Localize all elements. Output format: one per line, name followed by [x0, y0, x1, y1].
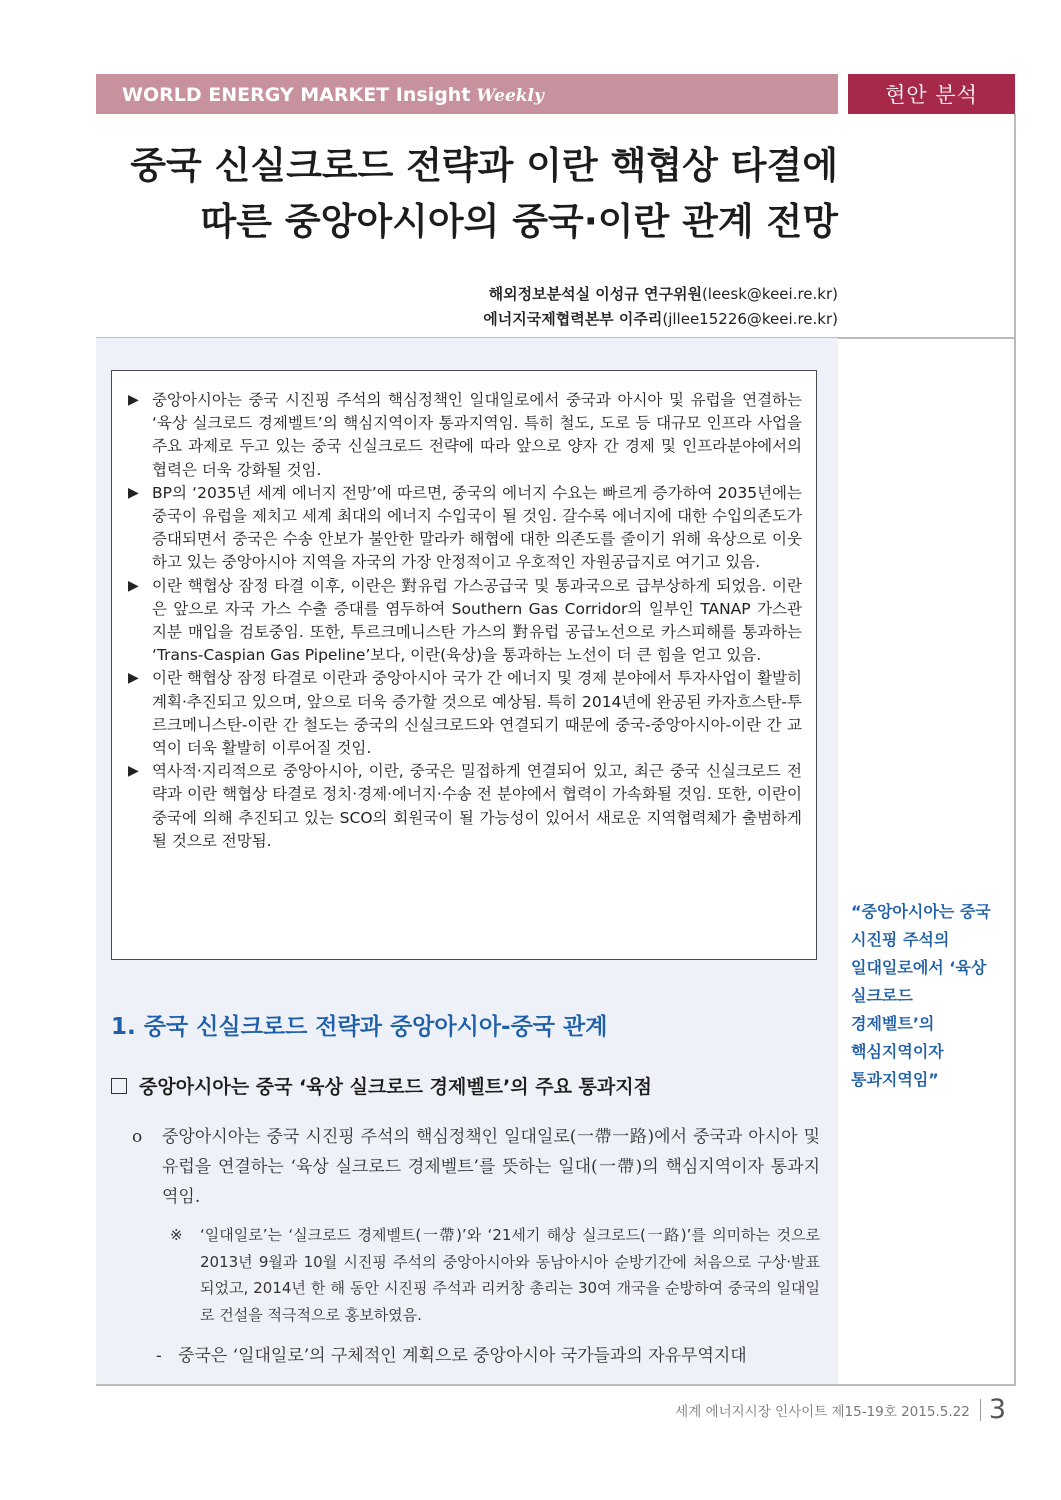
content-bottom-rule: [96, 1384, 1016, 1386]
footer-separator: [980, 1399, 981, 1421]
pull-quote-line: 경제벨트’의: [851, 1014, 935, 1033]
page-footer: [560, 1394, 1006, 1425]
right-column-rule: [1014, 114, 1016, 1386]
pull-quote-line: 핵심지역이자: [851, 1042, 944, 1061]
summary-item: [128, 482, 802, 575]
title-line-1: 중국 신실크로드 전략과 이란 핵협상 타결에: [130, 144, 838, 187]
summary-text: 이란 핵협상 잠정 타결 이후, 이란은 對유럽 가스공급국 및 통과국으로 급부상하게 되었음. 이란은 앞으로 자국 가스 수출 증대를 염두하여 Southern Gas Corridor의 일부인 TANAP 가스관 지분 매입을 검토중임. 또한, 투르크메니스탄 가스의 對유럽 공급노선으로 카스피해를 통과하는 ‘Trans-Caspian Gas Pipeline’보다, 이란(육상)을 통과하는 노선이 더 큰 힘을 얻고 있음.: [152, 576, 802, 665]
subsection-heading: [111, 1072, 652, 1099]
author-1-email: (leesk@keei.re.kr): [701, 285, 838, 303]
brand-name: WORLD ENERGY MARKET Insight: [122, 84, 471, 106]
author-2-email: (jllee15226@keei.re.kr): [662, 310, 838, 328]
summary-item: [128, 389, 802, 482]
author-1: [400, 282, 838, 307]
author-1-name: 해외정보분석실 이성규 연구위원: [488, 285, 702, 303]
checkbox-square-icon: [111, 1078, 127, 1094]
section-tag: 현안 분석: [848, 74, 1015, 114]
summary-item: [128, 760, 802, 853]
circle-bullet-icon: o: [132, 1127, 143, 1147]
summary-item: [128, 667, 802, 760]
triangle-right-icon: ▶: [128, 670, 139, 687]
pull-quote-line: “중앙아시아는 중국: [851, 902, 991, 921]
brand-weekly: Weekly: [476, 86, 544, 106]
summary-text: 중앙아시아는 중국 시진핑 주석의 핵심정책인 일대일로에서 중국과 아시아 및 유럽을 연결하는 ‘육상 실크로드 경제벨트’의 핵심지역이자 통과지역임. 특히 철도, 도로 등 대규모 인프라 사업을 주요 과제로 두고 있는 중국 신실크로드 전략에 따라 앞으로 양자 간 경제 및 인프라분야에서의 협력은 더욱 강화될 것임.: [152, 391, 802, 479]
reference-mark-icon: ※: [170, 1226, 183, 1244]
triangle-right-icon: ▶: [128, 392, 139, 408]
dash-bullet-icon: -: [156, 1346, 162, 1366]
author-2: [400, 307, 838, 332]
page-title: [96, 138, 838, 250]
page-number: 3: [988, 1394, 1006, 1425]
summary-text: 역사적·지리적으로 중앙아시아, 이란, 중국은 밀접하게 연결되어 있고, 최근 중국 신실크로드 전략과 이란 핵협상 타결로 정치·경제·에너지·수송 전 분야에서 협력이 가속화될 것임. 또한, 이란이 중국에 의해 추진되고 있는 SCO의 회원국이 될 가능성이 있어서 새로운 지역협력체가 출범하게 될 것으로 전망됨.: [152, 762, 802, 850]
pull-quote: [851, 898, 1011, 1094]
footnote-text: ‘일대일로’는 ‘실크로드 경제벨트(一帶)’와 ‘21세기 해상 실크로드(一路)’를 의미하는 것으로 2013년 9월과 10월 시진핑 주석의 중앙아시아와 동남아시아 순방기간에 처음으로 구상·발표되었고, 2014년 한 해 동안 시진핑 주석과 리커창 총리는 30여 개국을 순방하여 중국의 일대일로 건설을 적극적으로 홍보하였음.: [200, 1226, 820, 1324]
pull-quote-line: 통과지역임”: [851, 1070, 939, 1089]
pull-quote-line: 일대일로에서 ‘육상: [851, 958, 987, 977]
summary-text: BP의 ‘2035년 세계 에너지 전망’에 따르면, 중국의 에너지 수요는 빠르게 증가하여 2035년에는 중국이 유럽을 제치고 세계 최대의 에너지 수입국이 될 것임. 갈수록 에너지에 대한 수입의존도가 증대되면서 중국은 수송 안보가 불안한 말라카 해협에 대한 의존도를 줄이기 위해 육상으로 이웃하고 있는 중앙아시아 지역을 자국의 가장 안정적이고 우호적인 자원공급지로 여기고 있음.: [152, 483, 802, 572]
triangle-right-icon: ▶: [128, 763, 139, 780]
pull-quote-line: 실크로드: [851, 986, 913, 1005]
author-2-name: 에너지국제협력본부 이주리: [483, 310, 663, 328]
summary-box: [111, 370, 817, 960]
summary-item: [128, 575, 802, 668]
pull-quote-line: 시진핑 주석의: [851, 930, 950, 949]
triangle-right-icon: ▶: [128, 577, 139, 594]
publication-brand: [122, 84, 544, 106]
section-heading: 1. 중국 신실크로드 전략과 중앙아시아-중국 관계: [111, 1014, 608, 1040]
dash-paragraph: [156, 1342, 820, 1370]
title-line-2: 따른 중앙아시아의 중국·이란 관계 전망: [200, 200, 838, 243]
body-paragraph: [132, 1122, 820, 1212]
dash-paragraph-text: 중국은 ‘일대일로’의 구체적인 계획으로 중앙아시아 국가들과의 자유무역지대: [178, 1346, 747, 1366]
author-list: [400, 282, 838, 332]
body-paragraph-text: 중앙아시아는 중국 시진핑 주석의 핵심정책인 일대일로(一帶一路)에서 중국과 아시아 및 유럽을 연결하는 ‘육상 실크로드 경제벨트’를 뜻하는 일대(一帶)의 핵심지역이자 통과지역임.: [162, 1127, 820, 1207]
footer-publication: 세계 에너지시장 인사이트 제15-19호 2015.5.22: [675, 1403, 970, 1420]
footnote-paragraph: [170, 1222, 820, 1328]
triangle-right-icon: ▶: [128, 484, 139, 501]
summary-text: 이란 핵협상 잠정 타결로 이란과 중앙아시아 국가 간 에너지 및 경제 분야에서 투자사업이 활발히 계획·추진되고 있으며, 앞으로 더욱 증가할 것으로 예상됨. 특히 2014년에 완공된 카자흐스탄-투르크메니스탄-이란 간 철도는 중국의 신실크로드와 연결되기 때문에 중국-중앙아시아-이란 간 교역이 더욱 활발히 이루어질 것임.: [152, 669, 802, 758]
subsection-heading-text: 중앙아시아는 중국 ‘육상 실크로드 경제벨트’의 주요 통과지점: [139, 1076, 652, 1098]
